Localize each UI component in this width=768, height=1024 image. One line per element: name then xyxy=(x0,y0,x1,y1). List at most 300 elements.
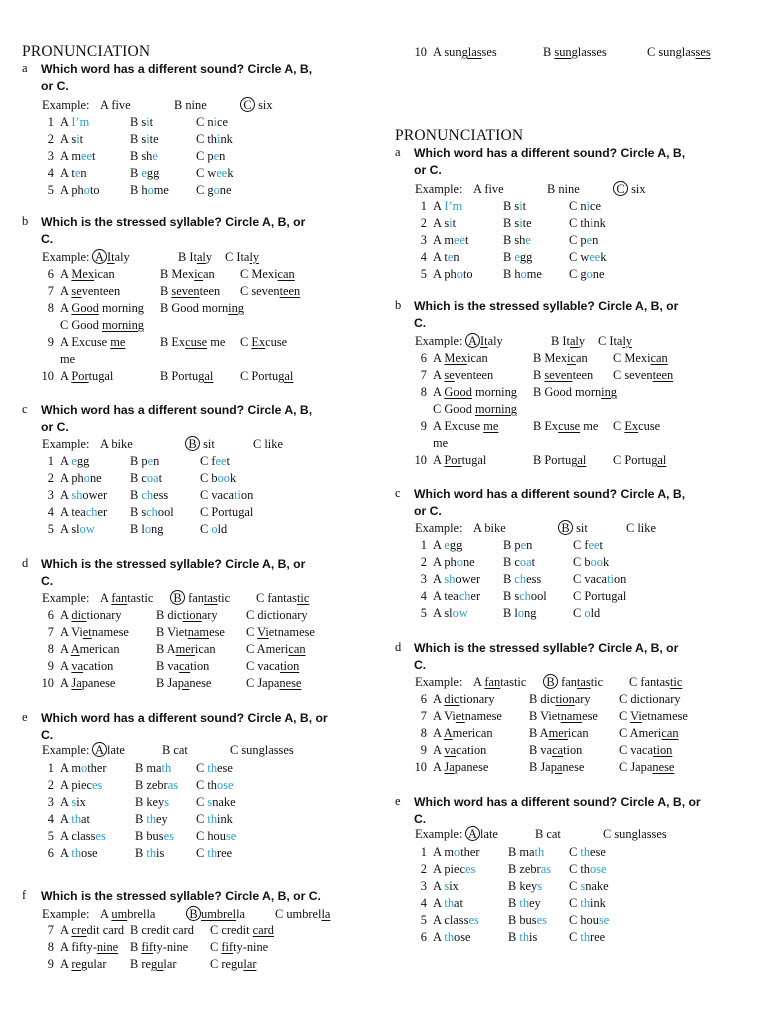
option-a[interactable] xyxy=(60,760,106,777)
question-item xyxy=(22,470,362,487)
option-c[interactable] xyxy=(196,148,225,165)
option-b[interactable] xyxy=(130,922,194,939)
option-text-run: o xyxy=(456,555,463,569)
option-text-run: B Good morn xyxy=(533,385,602,399)
option-c[interactable] xyxy=(210,939,268,956)
option-b[interactable] xyxy=(503,571,541,588)
option-c[interactable] xyxy=(246,658,299,675)
option-text-run: C xyxy=(196,846,208,860)
item-number: 10 xyxy=(414,760,427,774)
option-text-run: nam xyxy=(187,625,210,639)
example-option-a-circled[interactable]: A Italy xyxy=(94,249,130,266)
option-c[interactable] xyxy=(573,588,626,605)
option-b[interactable] xyxy=(130,521,163,538)
option-a[interactable] xyxy=(60,453,89,470)
item-number: 1 xyxy=(47,115,54,129)
option-b[interactable] xyxy=(529,759,584,776)
option-b[interactable] xyxy=(503,232,531,249)
option-text-run: C p xyxy=(569,233,587,247)
option-b[interactable] xyxy=(160,334,225,351)
option-b[interactable] xyxy=(508,929,537,946)
option-text-run: A xyxy=(60,488,72,502)
option-c[interactable] xyxy=(196,811,233,828)
option-a[interactable] xyxy=(433,759,488,776)
option-c[interactable] xyxy=(569,844,606,861)
option-c[interactable] xyxy=(573,571,626,588)
option-c[interactable] xyxy=(619,759,674,776)
option-c[interactable] xyxy=(240,283,300,300)
option-a[interactable] xyxy=(60,607,122,624)
option-b[interactable] xyxy=(160,266,215,283)
option-b[interactable] xyxy=(130,470,162,487)
option-a[interactable] xyxy=(433,452,486,469)
option-text-run: C g xyxy=(196,183,214,197)
option-text-run: C p xyxy=(196,149,214,163)
item-number: 8 xyxy=(47,940,54,954)
example-option-a: A bike xyxy=(473,521,506,535)
option-text-run: C Good xyxy=(60,318,102,332)
option-b[interactable] xyxy=(533,367,593,384)
option-text-run: C th xyxy=(569,862,590,876)
option-text-run: on xyxy=(613,572,627,586)
option-c[interactable] xyxy=(569,249,607,266)
option-c[interactable] xyxy=(240,334,287,351)
option-c[interactable] xyxy=(196,794,236,811)
option-c[interactable] xyxy=(200,470,236,487)
option-a[interactable] xyxy=(433,895,463,912)
example-option-a-circled[interactable]: A Italy xyxy=(467,333,503,350)
option-a[interactable] xyxy=(60,777,102,794)
option-text-run: ose xyxy=(454,930,471,944)
option-b[interactable] xyxy=(508,912,547,929)
option-a[interactable] xyxy=(433,350,488,367)
option-c[interactable] xyxy=(613,350,668,367)
option-b[interactable] xyxy=(529,742,582,759)
text: um xyxy=(111,907,128,921)
option-text-run: tionary xyxy=(459,692,495,706)
option-a[interactable] xyxy=(60,504,107,521)
example-line xyxy=(42,906,372,923)
option-text-run: B Viet xyxy=(156,625,188,639)
option-b[interactable] xyxy=(529,708,598,725)
option-b[interactable] xyxy=(156,658,209,675)
circle-mark: C xyxy=(613,181,628,196)
option-text-run: es xyxy=(468,913,479,927)
option-b[interactable] xyxy=(130,182,169,199)
question-item xyxy=(395,844,735,861)
option-a[interactable] xyxy=(433,249,460,266)
option-text-run: fif xyxy=(221,940,234,954)
option-text-run: A ph xyxy=(433,267,457,281)
section-letter: a xyxy=(395,145,401,159)
option-b[interactable] xyxy=(533,418,598,435)
option-a[interactable] xyxy=(60,811,90,828)
option-c[interactable] xyxy=(619,742,672,759)
option-b[interactable] xyxy=(503,266,542,283)
option-a[interactable] xyxy=(433,571,480,588)
option-a[interactable] xyxy=(60,845,98,862)
option-text-run: me xyxy=(483,419,499,433)
question-item xyxy=(22,922,362,939)
option-c[interactable] xyxy=(569,215,606,232)
example-option-a-circled[interactable] xyxy=(94,742,125,759)
option-text-run: ree xyxy=(590,930,606,944)
option-text-run: morning xyxy=(102,318,144,332)
option-c[interactable] xyxy=(210,922,274,939)
option-b[interactable] xyxy=(130,504,174,521)
option-a[interactable] xyxy=(60,148,95,165)
option-a[interactable] xyxy=(60,300,144,317)
option-b[interactable] xyxy=(533,350,588,367)
option-text-run: A xyxy=(60,642,71,656)
question-item xyxy=(22,165,362,182)
option-b[interactable] xyxy=(135,828,174,845)
option-text-run: gu xyxy=(151,957,164,971)
option-c[interactable] xyxy=(246,607,308,624)
option-b[interactable] xyxy=(135,777,178,794)
option-c[interactable] xyxy=(196,828,236,845)
option-c[interactable] xyxy=(246,624,315,641)
question-item xyxy=(22,658,362,675)
option-c[interactable] xyxy=(569,198,601,215)
option-b[interactable] xyxy=(160,283,220,300)
option-b[interactable] xyxy=(130,148,158,165)
option-text-run: C xyxy=(573,606,585,620)
option-a[interactable] xyxy=(433,708,502,725)
option-a[interactable] xyxy=(60,266,115,283)
option-a[interactable] xyxy=(433,384,517,401)
option-b[interactable] xyxy=(533,452,586,469)
question-line: Which is the stressed syllable? Circle A, B, or xyxy=(41,557,306,571)
example-option-a-circled[interactable] xyxy=(467,826,498,843)
option-c[interactable] xyxy=(200,487,253,504)
example-option-b-circled[interactable]: B fantastic xyxy=(172,590,230,607)
option-c[interactable] xyxy=(569,895,606,912)
option-a[interactable] xyxy=(60,828,106,845)
option-a[interactable] xyxy=(60,182,100,199)
option-text-run: A xyxy=(60,846,72,860)
option-a[interactable] xyxy=(60,675,115,692)
example-option-a[interactable] xyxy=(100,906,155,923)
option-text-run: t xyxy=(158,471,163,485)
option-b[interactable] xyxy=(503,215,532,232)
option-text-run: dit card xyxy=(86,923,125,937)
option-text-run: Ex xyxy=(624,419,639,433)
option-a[interactable] xyxy=(60,165,87,182)
option-a[interactable] xyxy=(60,521,95,538)
option-a[interactable] xyxy=(433,232,468,249)
option-b[interactable] xyxy=(156,675,211,692)
item-number: 2 xyxy=(47,132,54,146)
option-a[interactable] xyxy=(60,624,129,641)
option-a[interactable] xyxy=(433,725,493,742)
option-a[interactable] xyxy=(433,418,498,435)
option-c[interactable] xyxy=(60,317,144,334)
option-b[interactable] xyxy=(508,895,541,912)
example-option-b-circled[interactable]: B fantastic xyxy=(545,674,603,691)
option-text-run: seven xyxy=(544,368,573,382)
option-text-run: B l xyxy=(503,606,518,620)
option-c[interactable] xyxy=(196,182,231,199)
option-b[interactable] xyxy=(135,760,171,777)
option-c[interactable] xyxy=(569,912,609,929)
option-b[interactable] xyxy=(503,249,532,266)
option-a[interactable] xyxy=(60,334,125,351)
option-b[interactable] xyxy=(130,956,176,973)
option-text-run: A piec xyxy=(60,778,92,792)
option-b[interactable] xyxy=(160,368,213,385)
item-number: 3 xyxy=(420,879,427,893)
option-c[interactable] xyxy=(246,675,301,692)
question-line: C. xyxy=(414,658,427,672)
option-text-run: ne xyxy=(219,183,232,197)
question-item xyxy=(22,845,362,862)
example-option-c-circled[interactable] xyxy=(615,181,646,198)
option-b[interactable] xyxy=(533,384,617,401)
option-c[interactable] xyxy=(569,878,609,895)
item-number: 2 xyxy=(420,216,427,230)
option-c[interactable] xyxy=(196,165,234,182)
page-title: PRONUNCIATION xyxy=(395,127,524,144)
option-c[interactable] xyxy=(210,956,256,973)
option-c[interactable] xyxy=(200,521,227,538)
option-a[interactable] xyxy=(60,939,118,956)
option-a[interactable] xyxy=(60,283,120,300)
question-heading xyxy=(414,298,749,332)
item-number: 6 xyxy=(47,267,54,281)
option-text-run: B h xyxy=(503,267,521,281)
option-text-run: C xyxy=(619,709,631,723)
option-c[interactable] xyxy=(200,504,253,521)
question-item xyxy=(395,929,735,946)
option-text-run: se xyxy=(444,368,455,382)
option-b[interactable] xyxy=(135,794,169,811)
option-text-run: nine xyxy=(96,940,119,954)
option-c[interactable] xyxy=(196,760,233,777)
option-a[interactable] xyxy=(60,131,83,148)
option-b[interactable] xyxy=(130,939,188,956)
option-text-run: C w xyxy=(569,250,590,264)
option-text-run: th xyxy=(207,812,218,826)
option-c[interactable] xyxy=(569,266,604,283)
option-c[interactable] xyxy=(196,114,228,131)
option-b[interactable] xyxy=(508,844,544,861)
option-b[interactable] xyxy=(503,554,535,571)
option-b[interactable] xyxy=(156,624,225,641)
option-c[interactable] xyxy=(569,232,598,249)
example-option-c[interactable] xyxy=(275,906,330,923)
option-text-run: B l xyxy=(130,522,145,536)
question-line: C. xyxy=(414,316,427,330)
option-text-run: B bus xyxy=(508,913,537,927)
option-c[interactable] xyxy=(573,554,609,571)
option-c[interactable] xyxy=(569,929,605,946)
item-number: 3 xyxy=(47,149,54,163)
option-text-run: nese xyxy=(652,760,675,774)
option-a[interactable] xyxy=(433,198,462,215)
example-option-b: B nine xyxy=(547,182,580,196)
option-a[interactable] xyxy=(433,878,459,895)
option-text-run: ose xyxy=(81,846,98,860)
option-c[interactable] xyxy=(240,266,295,283)
option-a[interactable] xyxy=(433,929,471,946)
option-c[interactable] xyxy=(246,641,306,658)
option-c[interactable] xyxy=(569,861,607,878)
option-text-run: nk xyxy=(220,132,233,146)
option-text-run: teen xyxy=(652,368,674,382)
option-text-run: C seven xyxy=(613,368,653,382)
option-a[interactable] xyxy=(60,368,113,385)
option-a[interactable] xyxy=(60,641,120,658)
option-text-run: ee xyxy=(589,250,601,264)
option-c[interactable] xyxy=(613,418,660,435)
option-a[interactable] xyxy=(433,912,479,929)
option-b[interactable] xyxy=(160,300,244,317)
item-number: 7 xyxy=(47,923,54,937)
circle-mark: B xyxy=(186,906,201,921)
option-text-run: pa xyxy=(550,760,563,774)
option-a[interactable] xyxy=(60,487,107,504)
option-a[interactable] xyxy=(433,266,473,283)
option-a[interactable] xyxy=(433,691,495,708)
option-text-run: A s xyxy=(433,216,450,230)
option-text-run: C Portugal xyxy=(200,505,254,519)
option-text-run: namese xyxy=(464,709,502,723)
option-text-run: B va xyxy=(529,743,553,757)
option-c[interactable] xyxy=(619,725,679,742)
option-text-run: ng xyxy=(524,606,537,620)
option-c[interactable] xyxy=(196,131,233,148)
option-text-run: se xyxy=(71,284,82,298)
option-c[interactable] xyxy=(573,605,600,622)
option-text-run: I’m xyxy=(71,115,90,129)
option-text-run: C dictionary xyxy=(246,608,308,622)
option-text-run: A t xyxy=(60,166,75,180)
example-option-c-circled[interactable] xyxy=(242,97,273,114)
option-a[interactable] xyxy=(433,588,480,605)
option-b[interactable] xyxy=(529,691,591,708)
option-text-run: A m xyxy=(60,149,81,163)
question-line: Which word has a different sound? Circle A, B, xyxy=(414,487,686,501)
option-c[interactable] xyxy=(200,453,230,470)
example-option-a: A bike xyxy=(100,437,133,451)
option-a[interactable] xyxy=(60,956,106,973)
option-a[interactable] xyxy=(433,44,497,61)
option-c[interactable] xyxy=(619,708,688,725)
example-option-b-circled[interactable] xyxy=(187,436,215,453)
option-a[interactable] xyxy=(60,794,86,811)
item-number: 8 xyxy=(420,385,427,399)
option-b[interactable] xyxy=(130,487,168,504)
option-b[interactable] xyxy=(508,861,551,878)
option-b[interactable] xyxy=(503,588,547,605)
option-c[interactable] xyxy=(240,368,293,385)
option-a[interactable] xyxy=(60,470,102,487)
text: late xyxy=(107,743,125,757)
option-b[interactable] xyxy=(130,114,153,131)
question-item xyxy=(395,384,735,401)
example-option-b-circled[interactable] xyxy=(188,906,245,923)
option-b[interactable] xyxy=(135,811,168,828)
option-a[interactable] xyxy=(433,605,468,622)
option-b[interactable] xyxy=(508,878,542,895)
option-a[interactable] xyxy=(60,922,124,939)
option-a[interactable] xyxy=(433,554,475,571)
option-text-run: ool xyxy=(530,589,547,603)
option-b[interactable] xyxy=(503,605,536,622)
text: brella xyxy=(127,907,156,921)
option-text-run: cre xyxy=(71,923,87,937)
option-a[interactable] xyxy=(433,861,475,878)
option-text-run: A xyxy=(60,267,72,281)
option-b[interactable] xyxy=(543,44,607,61)
option-a[interactable] xyxy=(433,215,456,232)
option-text-run: A Excuse xyxy=(433,419,484,433)
option-a[interactable] xyxy=(433,742,486,759)
option-b[interactable] xyxy=(503,198,526,215)
option-a[interactable] xyxy=(60,114,89,131)
option-a[interactable] xyxy=(60,658,113,675)
option-b[interactable] xyxy=(156,607,218,624)
item-number: 3 xyxy=(47,488,54,502)
option-b[interactable] xyxy=(130,453,159,470)
item-number: 5 xyxy=(47,183,54,197)
option-c[interactable] xyxy=(196,777,234,794)
item-number: 2 xyxy=(47,471,54,485)
option-text-run: B s xyxy=(130,132,147,146)
example-label: Example: xyxy=(415,827,463,841)
question-item xyxy=(395,895,735,912)
option-text-run: s xyxy=(537,879,543,893)
option-b[interactable] xyxy=(503,537,532,554)
option-text-run: seven xyxy=(171,284,200,298)
question-item xyxy=(22,607,362,624)
option-c[interactable] xyxy=(647,44,711,61)
option-c[interactable] xyxy=(196,845,232,862)
option-a[interactable] xyxy=(433,844,479,861)
example-option-b-circled[interactable] xyxy=(560,520,588,537)
option-b[interactable] xyxy=(135,845,164,862)
question-heading xyxy=(414,640,749,674)
option-text-run: va xyxy=(71,659,84,673)
option-b[interactable] xyxy=(130,131,159,148)
option-c[interactable] xyxy=(573,537,603,554)
option-text-run: gg xyxy=(146,166,160,180)
option-b[interactable] xyxy=(529,725,589,742)
option-a[interactable] xyxy=(433,537,462,554)
option-a[interactable] xyxy=(433,367,493,384)
option-c[interactable] xyxy=(613,452,666,469)
option-text-run: C hou xyxy=(196,829,226,843)
option-text-run: nake xyxy=(585,879,609,893)
example-option-c: C like xyxy=(253,437,283,451)
question-line: Which word has a different sound? Circle A, B, xyxy=(414,146,686,160)
option-text-run: C hou xyxy=(569,913,599,927)
option-c[interactable] xyxy=(433,401,517,418)
option-text-run: A xyxy=(443,726,453,740)
question-line: Which word has a different sound? Circle A, B, xyxy=(41,62,313,76)
question-line: or C. xyxy=(41,420,69,434)
option-text-run: A xyxy=(70,642,80,656)
option-b[interactable] xyxy=(130,165,159,182)
option-c[interactable] xyxy=(619,691,681,708)
option-b[interactable] xyxy=(156,641,216,658)
option-text-run: C regu xyxy=(210,957,244,971)
option-text-run: e xyxy=(74,166,81,180)
option-text-run: venteen xyxy=(81,284,121,298)
option-c[interactable] xyxy=(613,367,673,384)
option-text-run: o xyxy=(454,845,461,859)
